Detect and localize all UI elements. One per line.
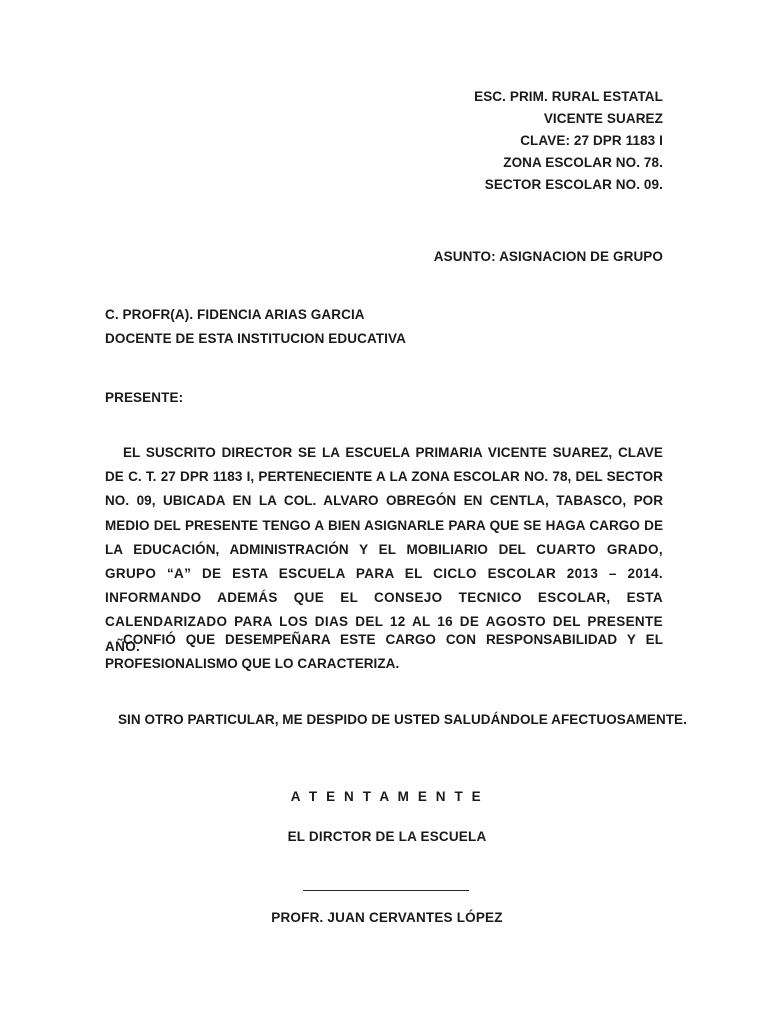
recipient-block — [105, 303, 663, 351]
body-paragraph-1-lead: EL SUSCRITO DIRECTOR SE LA ESCUELA PRIMARIA VICENTE SUAREZ, CLAVE DE C. T. 27 DPR 1183 I, PERTENECIENTE A LA ZONA ESCOLAR NO. 78, DEL SECTOR NO. 09, UBICADA EN LA COL. ALVARO OBREGÓN EN CENTLA, TABASCO, POR MEDIO DEL PRESENTE TENGO A BIEN ASIGNARLE PARA QUE SE HAGA CARGO DE LA EDUCACIÓN, ADMINISTRACIÓN Y EL MOBILIARIO DEL — [105, 445, 663, 557]
body-paragraph-1-emphasis: CUARTO GRADO, GRUPO “A” DE ESTA ESCUELA PARA EL CICLO ESCOLAR 2013 – 2014. INFORMANDO ADEMÁS QUE EL CONSEJO TECNICO ESCOLAR, ESTA CALENDARIZADO PARA LOS DIAS DEL 12 AL 16 DE AGOSTO DEL PRESENTE AÑO. — [105, 541, 664, 654]
letterhead-line-school-name: VICENTE SUAREZ — [543, 111, 663, 126]
letterhead — [474, 86, 663, 196]
letterhead-line-sector-escolar: SECTOR ESCOLAR NO. 09. — [484, 177, 663, 192]
body-paragraph-2: CONFIÓ QUE DESEMPEÑARA ESTE CARGO CON RESPONSABILIDAD Y EL PROFESIONALISMO QUE LO CARACTERIZA. — [105, 632, 663, 672]
letterhead-line-clave: CLAVE: 27 DPR 1183 I — [520, 133, 663, 148]
signature-name: PROFR. JUAN CERVANTES LÓPEZ — [271, 910, 503, 925]
presente-label: PRESENTE: — [105, 390, 184, 405]
body-paragraph-3: SIN OTRO PARTICULAR, ME DESPIDO DE USTED SALUDÁNDOLE AFECTUOSAMENTE. — [118, 712, 687, 727]
letterhead-line-school-type: ESC. PRIM. RURAL ESTATAL — [474, 89, 663, 104]
signature-rule-wrapper — [0, 878, 768, 896]
signature-role: EL DIRCTOR DE LA ESCUELA — [287, 829, 487, 844]
recipient-name: C. PROFR(A). FIDENCIA ARIAS GARCIA — [105, 307, 365, 322]
signature-block — [0, 789, 768, 925]
asunto-line: ASUNTO: ASIGNACION DE GRUPO — [433, 249, 663, 264]
body-paragraph-1 — [105, 441, 663, 659]
recipient-role: DOCENTE DE ESTA INSTITUCION EDUCATIVA — [105, 331, 406, 346]
signature-closing: A T E N T A M E N T E — [290, 789, 484, 804]
letterhead-line-zona-escolar: ZONA ESCOLAR NO. 78. — [503, 155, 663, 170]
signature-line — [303, 890, 469, 891]
body-block — [105, 441, 663, 659]
